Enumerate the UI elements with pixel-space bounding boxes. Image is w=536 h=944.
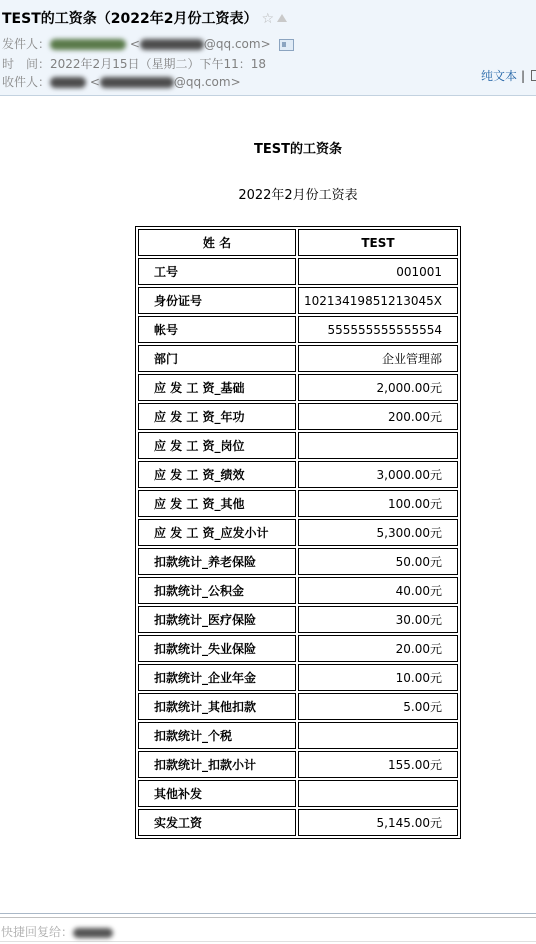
row-key-cell: 其他补发 bbox=[138, 780, 296, 807]
slip-subtitle: 2022年2月份工资表 bbox=[238, 188, 358, 203]
row-key-cell: 应 发 工 资_年功 bbox=[138, 403, 296, 430]
table-row bbox=[138, 258, 458, 285]
table-row bbox=[138, 374, 458, 401]
table-header-row bbox=[138, 229, 458, 256]
email-header bbox=[0, 0, 536, 96]
row-value-cell: 40.00元 bbox=[298, 577, 458, 604]
table-row bbox=[138, 461, 458, 488]
table-row bbox=[138, 548, 458, 575]
time-value: 2022年2月15日（星期二）下午11：18 bbox=[50, 57, 266, 71]
row-key-cell: 应 发 工 资_岗位 bbox=[138, 432, 296, 459]
row-value-cell: 555555555555554 bbox=[298, 316, 458, 343]
header-key-cell: 姓 名 bbox=[138, 229, 296, 256]
table-row bbox=[138, 693, 458, 720]
table-row bbox=[138, 751, 458, 778]
time-label: 时 间： bbox=[2, 57, 51, 71]
table-row bbox=[138, 316, 458, 343]
table-row bbox=[138, 403, 458, 430]
row-value-cell: 50.00元 bbox=[298, 548, 458, 575]
table-row bbox=[138, 345, 458, 372]
arrow-up-icon[interactable] bbox=[277, 14, 287, 22]
row-value-cell: 5.00元 bbox=[298, 693, 458, 720]
table-row bbox=[138, 809, 458, 836]
row-key-cell: 部门 bbox=[138, 345, 296, 372]
row-value-cell bbox=[298, 722, 458, 749]
row-value-cell: 200.00元 bbox=[298, 403, 458, 430]
row-value-cell: 155.00元 bbox=[298, 751, 458, 778]
row-value-cell: 5,145.00元 bbox=[298, 809, 458, 836]
quick-reply-input[interactable] bbox=[0, 917, 536, 942]
row-key-cell: 扣款统计_其他扣款 bbox=[138, 693, 296, 720]
salary-table bbox=[135, 226, 461, 839]
row-key-cell: 扣款统计_养老保险 bbox=[138, 548, 296, 575]
recipient-email[interactable]: < @qq.com> bbox=[89, 75, 241, 89]
sender-label: 发件人： bbox=[2, 37, 51, 51]
row-value-cell bbox=[298, 432, 458, 459]
row-value-cell: 企业管理部 bbox=[298, 345, 458, 372]
header-value-cell: TEST bbox=[298, 229, 458, 256]
slip-title: TEST的工资条 bbox=[254, 142, 342, 157]
row-key-cell: 扣款统计_公积金 bbox=[138, 577, 296, 604]
row-key-cell: 应 发 工 资_基础 bbox=[138, 374, 296, 401]
row-key-cell: 扣款统计_扣款小计 bbox=[138, 751, 296, 778]
row-key-cell: 工号 bbox=[138, 258, 296, 285]
row-value-cell: 2,000.00元 bbox=[298, 374, 458, 401]
row-value-cell: 10213419851213045X bbox=[298, 287, 458, 314]
row-key-cell: 身份证号 bbox=[138, 287, 296, 314]
row-key-cell: 扣款统计_失业保险 bbox=[138, 635, 296, 662]
row-key-cell: 应 发 工 资_应发小计 bbox=[138, 519, 296, 546]
row-value-cell: 001001 bbox=[298, 258, 458, 285]
sender-email[interactable]: < @qq.com> bbox=[129, 37, 271, 51]
table-row bbox=[138, 722, 458, 749]
row-value-cell: 3,000.00元 bbox=[298, 461, 458, 488]
table-row bbox=[138, 577, 458, 604]
plain-text-label[interactable]: 纯文本 bbox=[481, 69, 518, 83]
recipient-name-redacted[interactable] bbox=[50, 77, 86, 88]
row-key-cell: 帐号 bbox=[138, 316, 296, 343]
contact-card-icon[interactable] bbox=[279, 39, 294, 51]
new-window-icon[interactable] bbox=[531, 70, 536, 81]
time-line bbox=[2, 55, 266, 72]
row-value-cell: 30.00元 bbox=[298, 606, 458, 633]
toolbar-separator: | bbox=[521, 69, 526, 83]
row-key-cell: 应 发 工 资_其他 bbox=[138, 490, 296, 517]
quick-reply-label: 快捷回复给： bbox=[1, 923, 113, 940]
sender-line bbox=[2, 35, 294, 52]
row-key-cell: 扣款统计_个税 bbox=[138, 722, 296, 749]
table-row bbox=[138, 606, 458, 633]
table-row bbox=[138, 490, 458, 517]
row-key-cell: 实发工资 bbox=[138, 809, 296, 836]
table-row bbox=[138, 635, 458, 662]
recipient-line bbox=[2, 73, 241, 90]
row-value-cell: 10.00元 bbox=[298, 664, 458, 691]
table-row bbox=[138, 432, 458, 459]
plain-text-link[interactable] bbox=[481, 67, 536, 84]
row-value-cell bbox=[298, 780, 458, 807]
table-row bbox=[138, 519, 458, 546]
subject-text: TEST的工资条（2022年2月份工资表） bbox=[2, 11, 258, 27]
recipient-label: 收件人： bbox=[2, 75, 51, 89]
row-value-cell: 20.00元 bbox=[298, 635, 458, 662]
email-subject bbox=[2, 8, 287, 28]
row-key-cell: 扣款统计_医疗保险 bbox=[138, 606, 296, 633]
table-row bbox=[138, 287, 458, 314]
star-icon[interactable]: ☆ bbox=[261, 11, 275, 27]
row-key-cell: 扣款统计_企业年金 bbox=[138, 664, 296, 691]
table-row bbox=[138, 780, 458, 807]
table-row bbox=[138, 664, 458, 691]
row-value-cell: 100.00元 bbox=[298, 490, 458, 517]
quick-reply-bar bbox=[0, 913, 536, 944]
sender-name-redacted[interactable] bbox=[50, 39, 126, 50]
row-key-cell: 应 发 工 资_绩效 bbox=[138, 461, 296, 488]
row-value-cell: 5,300.00元 bbox=[298, 519, 458, 546]
